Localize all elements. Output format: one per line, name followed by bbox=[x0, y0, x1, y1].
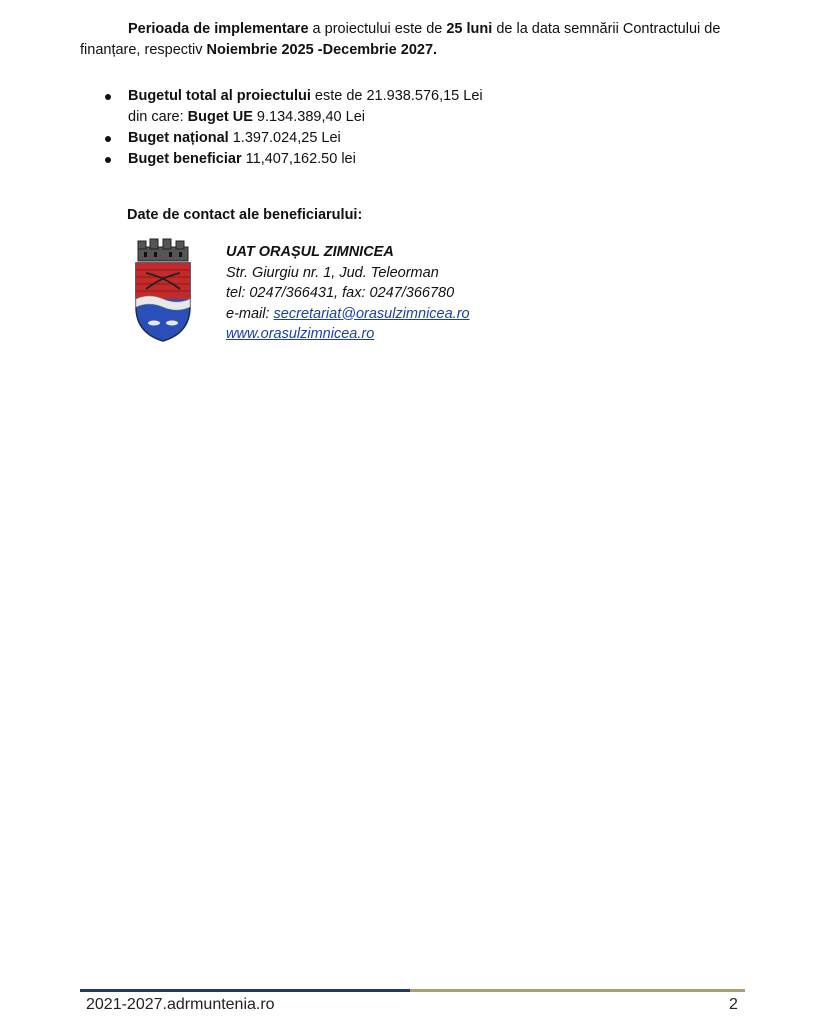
ue-budget-label: Buget UE bbox=[187, 109, 253, 125]
org-name bbox=[226, 242, 470, 263]
period-duration: 25 luni bbox=[446, 20, 493, 37]
email-row bbox=[226, 304, 470, 325]
footer-divider-navy bbox=[80, 989, 410, 992]
website-link[interactable]: www.orasulzimnicea.ro bbox=[226, 326, 375, 342]
list-item-national-budget bbox=[104, 128, 664, 149]
footer-divider-gold bbox=[410, 989, 745, 992]
org-name-text: UAT ORAȘUL ZIMNICEA bbox=[226, 244, 394, 260]
period-text-1: a proiectului este de bbox=[308, 20, 447, 37]
total-budget-text: este de 21.938.576,15 Lei bbox=[310, 88, 483, 104]
address-text: Str. Giurgiu nr. 1, Jud. Teleorman bbox=[226, 264, 439, 281]
list-item-beneficiary-budget bbox=[104, 149, 664, 170]
beneficiary-budget-label: Buget beneficiar bbox=[128, 151, 242, 167]
email-prefix: e-mail: bbox=[226, 305, 274, 322]
list-item-total-budget bbox=[104, 86, 664, 128]
period-label: Perioada de implementare bbox=[128, 20, 309, 37]
implementation-period-paragraph bbox=[80, 19, 750, 61]
of-which-text: din care: bbox=[128, 109, 188, 125]
phone-text: tel: 0247/366431, fax: 0247/366780 bbox=[226, 285, 455, 301]
website-row bbox=[226, 324, 470, 345]
national-budget-value: 1.397.024,25 Lei bbox=[228, 130, 341, 146]
footer-url: 2021-2027.adrmuntenia.ro bbox=[86, 996, 275, 1013]
bullet-icon bbox=[104, 149, 128, 163]
total-budget-label: Bugetul total al proiectului bbox=[128, 88, 311, 104]
period-text-2: de la data semnării Contractului de finanțare, respectiv bbox=[80, 20, 721, 58]
budget-list bbox=[104, 86, 664, 170]
contact-details bbox=[226, 242, 470, 345]
period-range: Noiembrie 2025 -Decembrie 2027. bbox=[206, 41, 438, 58]
page-number: 2 bbox=[729, 996, 738, 1013]
contact-heading: Date de contact ale beneficiarului: bbox=[127, 207, 363, 223]
bullet-icon bbox=[104, 86, 128, 100]
bullet-icon bbox=[104, 128, 128, 142]
national-budget-label: Buget național bbox=[128, 130, 229, 146]
email-link[interactable]: secretariat@orasulzimnicea.ro bbox=[273, 305, 470, 322]
beneficiary-budget-value: 11,407,162.50 lei bbox=[241, 151, 356, 167]
zimnicea-coat-of-arms-icon bbox=[132, 237, 194, 344]
ue-budget-value: 9.134.389,40 Lei bbox=[252, 109, 365, 125]
